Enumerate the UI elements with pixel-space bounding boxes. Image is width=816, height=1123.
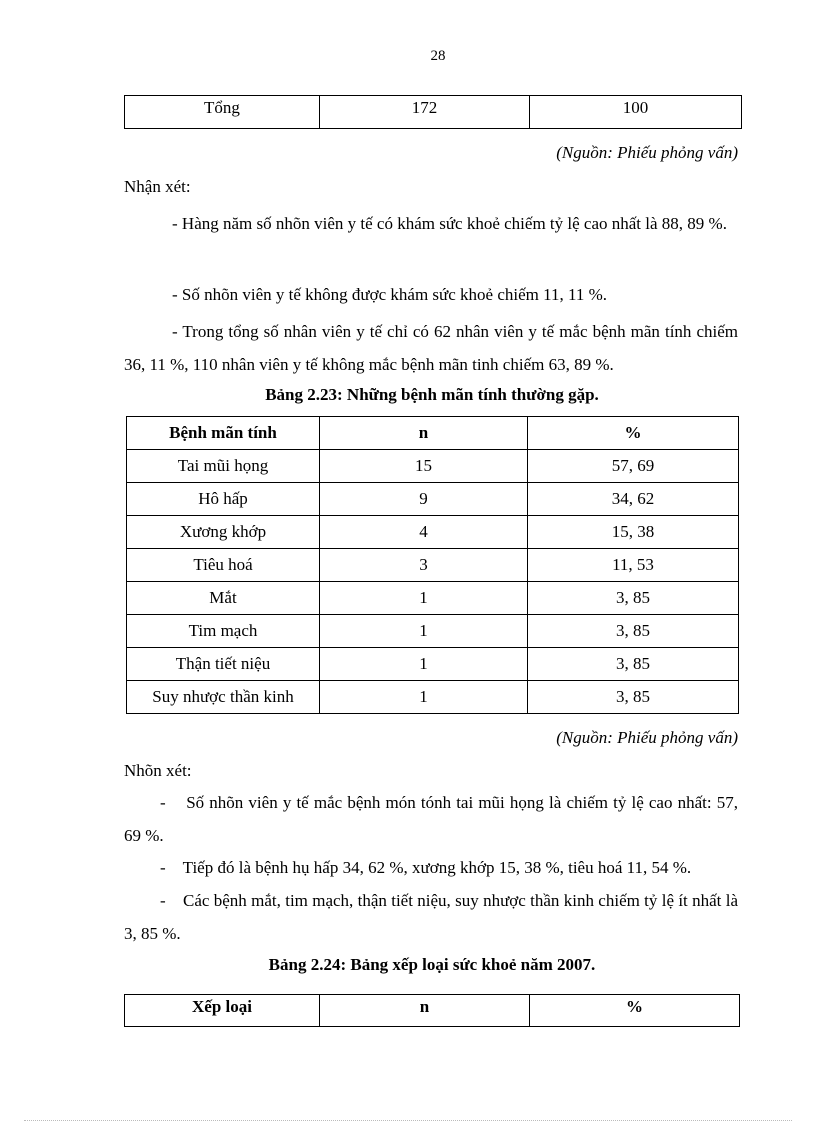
remark-paragraph: - Hàng năm số nhõn viên y tế có khám sức khoẻ chiếm tỷ lệ cao nhất là 88, 89 %. — [172, 214, 727, 233]
disease-cell: Suy nhược thần kinh — [127, 681, 320, 714]
remark-text: Các bệnh mắt, tim mạch, thận tiết niệu, suy nhược thần kinh chiếm tỷ lệ ít nhất là 3, 85 %. — [124, 891, 738, 943]
table-row — [125, 96, 742, 129]
remark-paragraph: - Số nhõn viên y tế không được khám sức khoẻ chiếm 11, 11 %. — [172, 285, 608, 304]
percent-cell: 34, 62 — [528, 483, 739, 516]
remark-list-item: - Các bệnh mắt, tim mạch, thận tiết niệu, suy nhược thần kinh chiếm tỷ lệ ít nhất là 3, 85 %. — [124, 891, 738, 943]
table-row — [127, 516, 739, 549]
count-cell: 4 — [320, 516, 528, 549]
column-header: % — [530, 995, 740, 1027]
table-header-row — [125, 995, 740, 1027]
column-header: % — [528, 417, 739, 450]
remark-list-item: - Tiếp đó là bệnh hụ hấp 34, 62 %, xương khớp 15, 38 %, tiêu hoá 11, 54 %. — [160, 858, 692, 877]
remark-list-item: - Số nhõn viên y tế mắc bệnh món tónh tai mũi họng là chiếm tỷ lệ cao nhất: 57, 69 %. — [124, 793, 738, 845]
table-caption: Bảng 2.24: Bảng xếp loại sức khoẻ năm 2007. — [268, 955, 596, 974]
count-cell: 15 — [320, 450, 528, 483]
total-table — [124, 95, 742, 129]
table-row — [127, 549, 739, 582]
percent-cell: 57, 69 — [528, 450, 739, 483]
table-caption: Bảng 2.23: Những bệnh mãn tính thường gặp. — [265, 385, 599, 404]
page-border — [24, 1120, 792, 1121]
disease-cell: Thận tiết niệu — [127, 648, 320, 681]
total-percent-cell: 100 — [530, 96, 742, 129]
total-label-cell: Tổng — [125, 96, 320, 129]
column-header: n — [320, 995, 530, 1027]
remark-title: Nhận xét: — [124, 177, 191, 196]
disease-cell: Tai mũi họng — [127, 450, 320, 483]
percent-cell: 11, 53 — [528, 549, 739, 582]
percent-cell: 3, 85 — [528, 648, 739, 681]
count-cell: 1 — [320, 615, 528, 648]
remark-paragraph: - Trong tổng số nhân viên y tế chỉ có 62 nhân viên y tế mắc bệnh mãn tính chiếm 36, 11 %, 110 nhân viên y tế không mắc bệnh mãn tinh chiếm 63, 89 %. — [124, 322, 738, 374]
table-row — [127, 582, 739, 615]
chronic-disease-table — [126, 416, 739, 714]
disease-cell: Mắt — [127, 582, 320, 615]
total-n-cell: 172 — [320, 96, 530, 129]
table-row — [127, 483, 739, 516]
source-note: (Nguồn: Phiếu phỏng vấn) — [556, 728, 738, 747]
column-header: n — [320, 417, 528, 450]
remark-text: Số nhõn viên y tế mắc bệnh món tónh tai mũi họng là chiếm tỷ lệ cao nhất: 57, 69 %. — [124, 793, 738, 845]
remark-title: Nhõn xét: — [124, 761, 192, 780]
page-number: 28 — [430, 48, 446, 64]
percent-cell: 3, 85 — [528, 681, 739, 714]
count-cell: 1 — [320, 648, 528, 681]
count-cell: 1 — [320, 681, 528, 714]
percent-cell: 3, 85 — [528, 582, 739, 615]
table-row — [127, 615, 739, 648]
percent-cell: 3, 85 — [528, 615, 739, 648]
disease-cell: Tim mạch — [127, 615, 320, 648]
source-note: (Nguồn: Phiếu phỏng vấn) — [556, 143, 738, 162]
disease-cell: Hô hấp — [127, 483, 320, 516]
table-row — [127, 681, 739, 714]
column-header: Bệnh mãn tính — [127, 417, 320, 450]
disease-cell: Xương khớp — [127, 516, 320, 549]
health-classification-table — [124, 994, 740, 1027]
column-header: Xếp loại — [125, 995, 320, 1027]
remark-text: Tiếp đó là bệnh hụ hấp 34, 62 %, xương khớp 15, 38 %, tiêu hoá 11, 54 %. — [182, 858, 692, 877]
table-row — [127, 450, 739, 483]
table-header-row — [127, 417, 739, 450]
percent-cell: 15, 38 — [528, 516, 739, 549]
count-cell: 3 — [320, 549, 528, 582]
count-cell: 1 — [320, 582, 528, 615]
count-cell: 9 — [320, 483, 528, 516]
table-row — [127, 648, 739, 681]
disease-cell: Tiêu hoá — [127, 549, 320, 582]
